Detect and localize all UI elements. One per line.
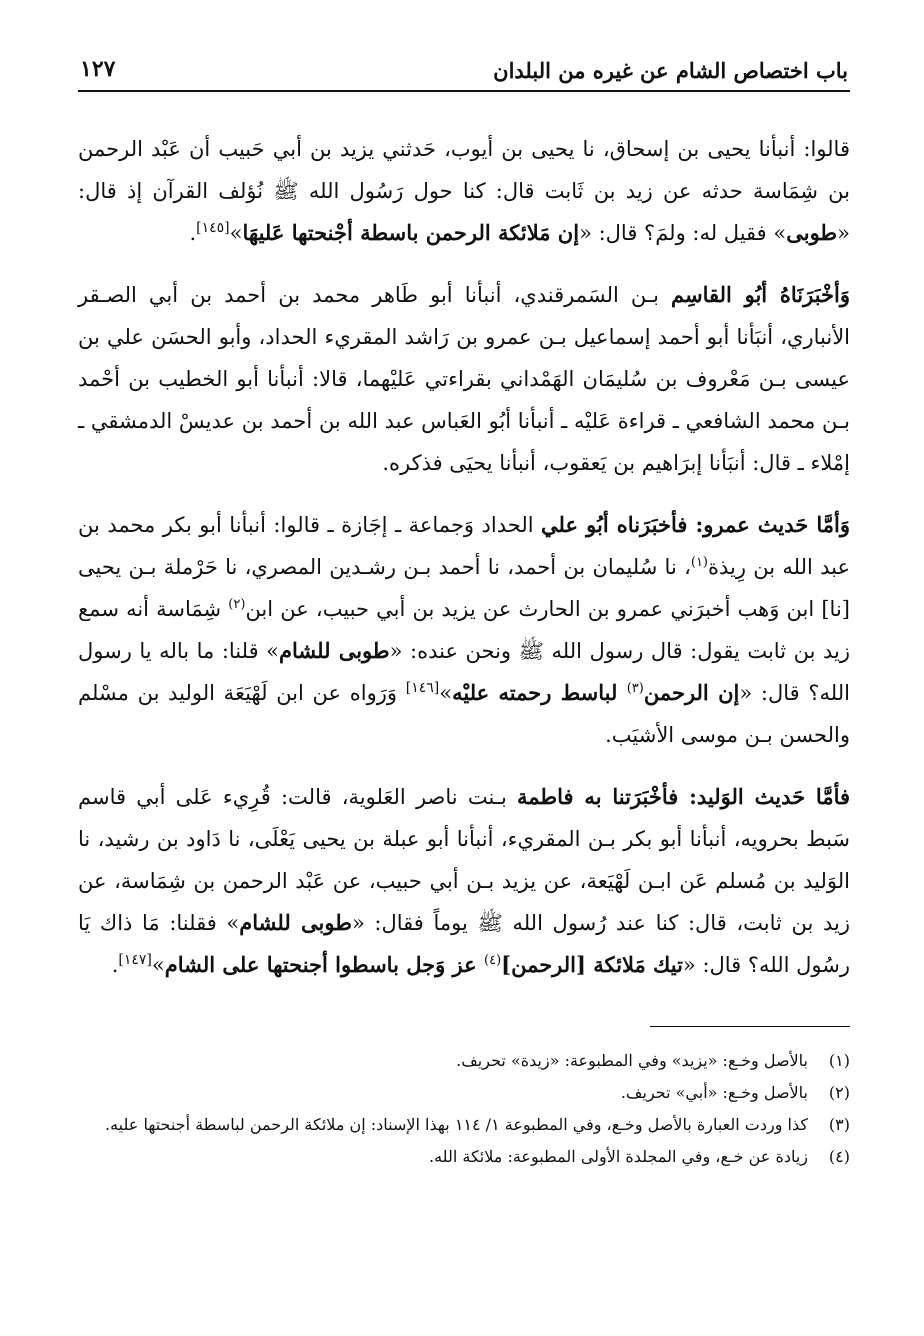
footnote-item <box>78 1109 850 1141</box>
footnote-marker: (٤) <box>484 953 502 968</box>
bold-text: وَأخْبَرَنَاهُ أبُو القاسِم <box>671 282 850 307</box>
paragraph-1 <box>78 128 850 254</box>
text-run: » <box>229 221 243 245</box>
bold-text: إن الرحمن <box>643 680 740 705</box>
hadith-reference-number: [١٤٦] <box>405 680 440 696</box>
footnote-text: بالأصل وخـع: «يزيد» وفي المطبوعة: «زيدة» تحريف. <box>456 1051 808 1070</box>
running-title: باب اختصاص الشام عن غيره من البلدان <box>493 58 848 83</box>
bold-text: طوبى <box>786 220 838 245</box>
footnote-number: (١) <box>828 1051 850 1070</box>
footnote-text: زيادة عن خـع، وفي المجلدة الأولى المطبوعة: ملائكة الله. <box>429 1147 808 1166</box>
text-run: » قلنا: ما باله يا رسول الله؟ قال: « <box>78 639 850 705</box>
bold-text: وَأمَّا حَديث عمرو: فأخبَرَناه أبُو علي <box>541 512 850 537</box>
hadith-reference-number: [١٤٧] <box>118 952 152 968</box>
text-run: » <box>151 953 165 977</box>
footnote-item <box>78 1045 850 1077</box>
page-number: ١٢٧ <box>80 56 116 82</box>
text-run: » <box>439 681 453 705</box>
text-run: » فقيل له: ولمَ؟ قال: « <box>579 221 787 245</box>
paragraph-4 <box>78 776 850 986</box>
text-run: بـنت ناصر العَلوية، قالت: قُرِيء عَلى أبي قاسم سَبط بحرويه، أنبأنا أبو بكر بـن المقريء، أنبأنا أبو عبلة بن يحيى يَعْلَى، نا دَاود بن رشيد، نا الوَليد بن مُسلم عَن ابـن لَهْيَعة، عن يزيد بـن أبي حبيب، عن عَبْد الرحمن بن شِمَاسة، عن زيد بن ثابت، قال: كنا عند رُسول الله ﷺ يوماً فقال: « <box>78 785 850 935</box>
text-run: بـن السَمرقندي، أنبأنا أبو طَاهر محمد بن أحمد بن أبي الصـقر الأنباري، أنبَأنا أبو أحمد إسماعيل بـن عمرو بن رَاشد المقريء الحداد، وأبو الحسَن علي بن عيسى بـن مَعْروف بن سُليمَان الهَمْداني بقراءتي عَليْهما، قالا: أنبأنا أبو الخطيب بن أحْمد بـن محمد الشافعي ـ قراءة عَليْه ـ أنبأنا أبُو العَباس عبد الله بن أحمد بن عديسْ الدمشقي ـ إمْلاء ـ قال: أنبَأنا إبرَاهيم بن يَعقوب، أنبأنا يحيَى فذكره. <box>78 283 850 475</box>
text-run: » فقلنا: مَا ذاك يَا رسُول الله؟ قال: « <box>78 911 850 977</box>
footnote-divider <box>650 1026 850 1027</box>
page-body <box>78 128 850 986</box>
bold-text: لباسط رحمته عليْه <box>452 680 627 705</box>
text-run: ، نا سُليمان بن أحمد، نا أحمد بـن رشـدين المصري، نا حَرْملة بـن يحيى [نا] ابن وَهب أخبرَني عمرو بن الحارث عن يزيد بن أبي حبيب، عن ابن <box>78 555 850 621</box>
footnote-number: (٣) <box>828 1115 850 1134</box>
page-header <box>78 52 850 92</box>
book-page <box>78 52 850 1292</box>
footnote-marker: (٢) <box>228 597 246 612</box>
footnote-text: كذا وردت العبارة بالأصل وخـع، وفي المطبوعة ١/ ١١٤ بهذا الإسناد: إن ملائكة الرحمن لباسطة أجنحتها عليه. <box>105 1115 808 1134</box>
bold-text: طوبى للشام <box>239 910 352 935</box>
text-run: . <box>111 953 119 977</box>
bold-text: عز وَجل باسطوا أجنحتها على الشام <box>164 952 484 977</box>
text-run: . <box>189 221 197 245</box>
footnote-text: بالأصل وخـع: «أبي» تحريف. <box>620 1083 808 1102</box>
text-run: شِمَاسة أنه سمع زيد بن ثابت يقول: قال رسول الله ﷺ ونحن عنده: « <box>78 597 850 663</box>
paragraph-2 <box>78 274 850 484</box>
text-run: قالوا: أنبأنا يحيى بن إسحاق، نا يحيى بن أيوب، حَدثني يزيد بن أبي حَبيب أن عَبْد الرحمن بن شِمَاسة حدثه عن زيد بن ثَابت قال: كنا حول رَسُول الله ﷺ نُؤلف القرآن إذ قال: « <box>78 137 850 245</box>
footnotes <box>78 1045 850 1173</box>
bold-text: تيك مَلائكة [الرحمن] <box>501 952 683 977</box>
hadith-reference-number: [١٤٥] <box>196 220 230 236</box>
text-run: الحداد وَجماعة ـ إجَازة ـ قالوا: أنبأنا أبو بكر محمد بن عبد الله بن رِيذة <box>78 513 851 579</box>
bold-text: طوبى للشام <box>279 638 390 663</box>
footnote-marker: (٣) <box>626 681 644 696</box>
footnote-marker: (١) <box>690 555 708 570</box>
paragraph-3 <box>78 504 850 756</box>
footnote-item <box>78 1077 850 1109</box>
footnote-number: (٤) <box>828 1147 850 1166</box>
footnote-number: (٢) <box>828 1083 850 1102</box>
bold-text: إن مَلائكة الرحمن باسطة أجْنحتها عَليهَا <box>242 220 580 245</box>
footnote-item <box>78 1141 850 1173</box>
text-run: وَرَواه عن ابن لَهْيَعَة الوليد بن مسْلم والحسن بـن موسى الأشيَب. <box>78 681 850 747</box>
bold-text: فأمَّا حَديث الوَليد: فأخْبَرَتنا به فاطمة <box>517 784 851 809</box>
